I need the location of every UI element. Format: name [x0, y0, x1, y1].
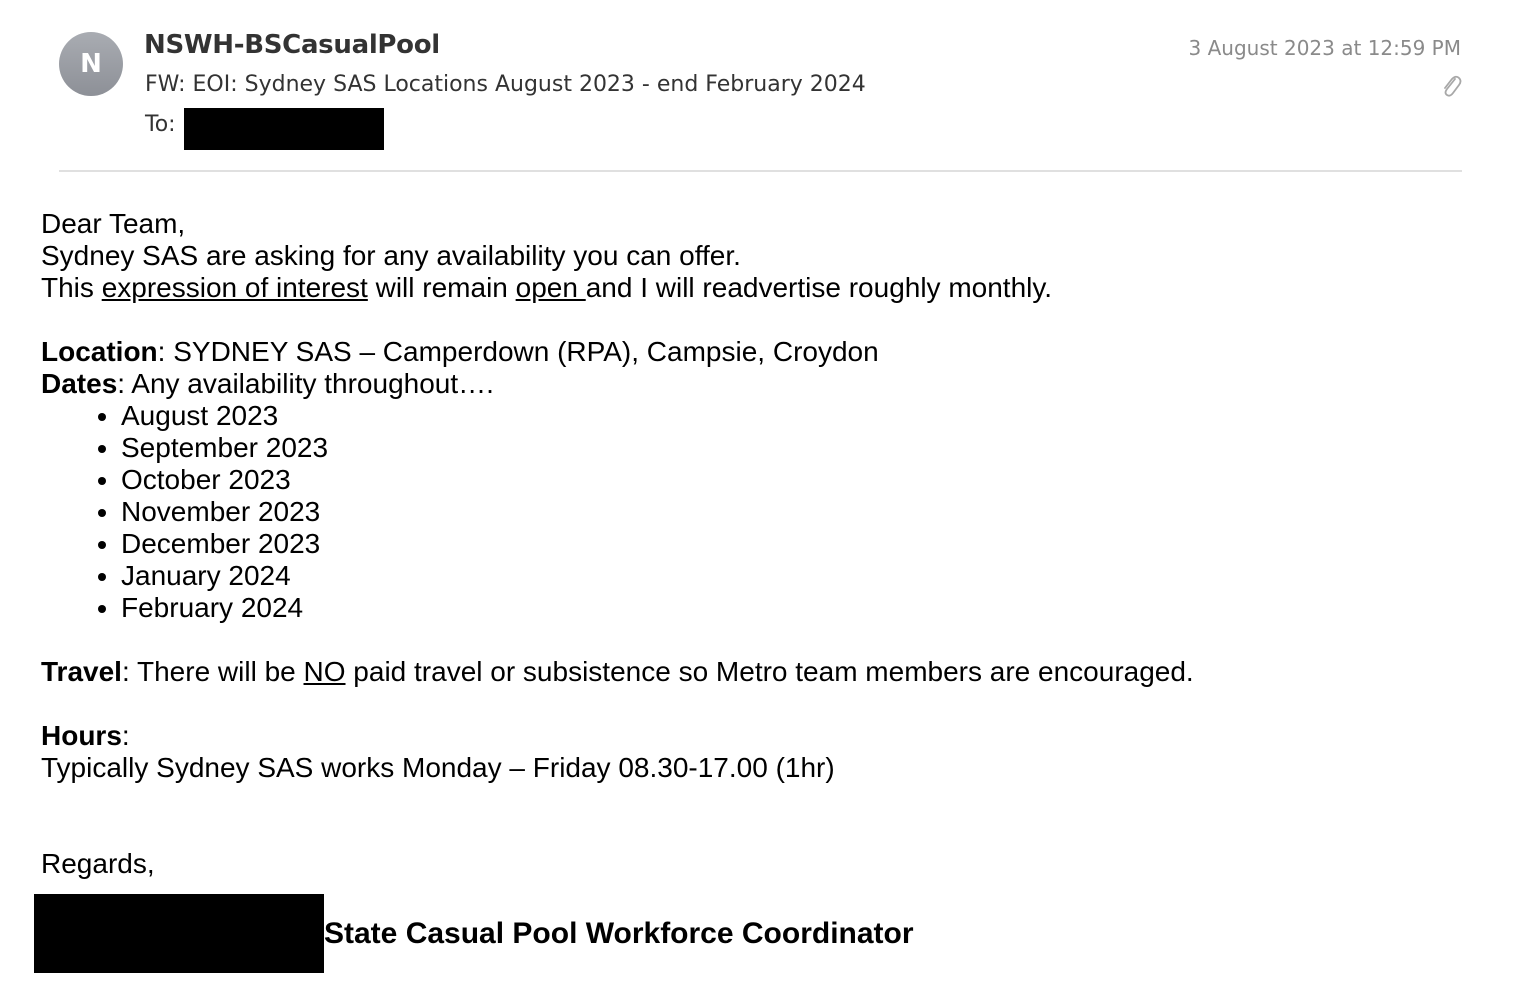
hours-colon: : [121, 720, 130, 751]
dates-label: Dates [41, 368, 118, 399]
sender-avatar[interactable]: N [59, 32, 123, 96]
paperclip-icon[interactable] [1440, 73, 1462, 99]
travel-label: Travel [41, 656, 122, 687]
open-link[interactable]: open [515, 272, 586, 303]
redacted-recipient [184, 108, 384, 150]
recipient-row [145, 108, 384, 150]
sender-name[interactable]: NSWH-BSCasualPool [144, 30, 440, 60]
location-line [41, 336, 1481, 368]
dates-line [41, 368, 1481, 400]
travel-line [41, 656, 1481, 688]
line2-text-mid: will remain [367, 272, 516, 303]
expression-of-interest-link[interactable]: expression of interest [101, 272, 368, 303]
greeting: Dear Team, [41, 208, 186, 239]
travel-no: NO [303, 656, 346, 687]
email-date: 3 August 2023 at 12:59 PM [1188, 36, 1461, 60]
email-header [0, 0, 1524, 172]
signature-title: State Casual Pool Workforce Coordinator [324, 916, 914, 950]
list-item: • September 2023 [121, 432, 1481, 464]
location-value: : SYDNEY SAS – Camperdown (RPA), Campsie, Croydon [157, 336, 879, 367]
list-item: • November 2023 [121, 496, 1481, 528]
regards: Regards, [41, 848, 155, 879]
redacted-signature-name [34, 894, 324, 973]
list-item: • December 2023 [121, 528, 1481, 560]
email-subject: FW: EOI: Sydney SAS Locations August 2023 - end February 2024 [145, 72, 866, 97]
dates-value: : Any availability throughout…. [117, 368, 494, 399]
hours-value: Typically Sydney SAS works Monday – Friday 08.30-17.00 (1hr) [41, 752, 835, 783]
months-list [41, 400, 1481, 624]
list-item: • August 2023 [121, 400, 1481, 432]
body-line-2 [41, 272, 1481, 304]
email-body [41, 208, 1481, 880]
hours-line [41, 720, 1481, 752]
list-item: • October 2023 [121, 464, 1481, 496]
list-item: • February 2024 [121, 592, 1481, 624]
header-divider [59, 170, 1462, 172]
location-label: Location [41, 336, 158, 367]
travel-text-pre: : There will be [121, 656, 304, 687]
hours-label: Hours [41, 720, 122, 751]
travel-text-post: paid travel or subsistence so Metro team members are encouraged. [345, 656, 1194, 687]
signature [34, 894, 914, 973]
list-item: • January 2024 [121, 560, 1481, 592]
line2-text-pre: This [41, 272, 102, 303]
to-label: To: [145, 112, 176, 137]
line2-text-post: and I will readvertise roughly monthly. [585, 272, 1053, 303]
body-line-1: Sydney SAS are asking for any availability you can offer. [41, 240, 741, 271]
